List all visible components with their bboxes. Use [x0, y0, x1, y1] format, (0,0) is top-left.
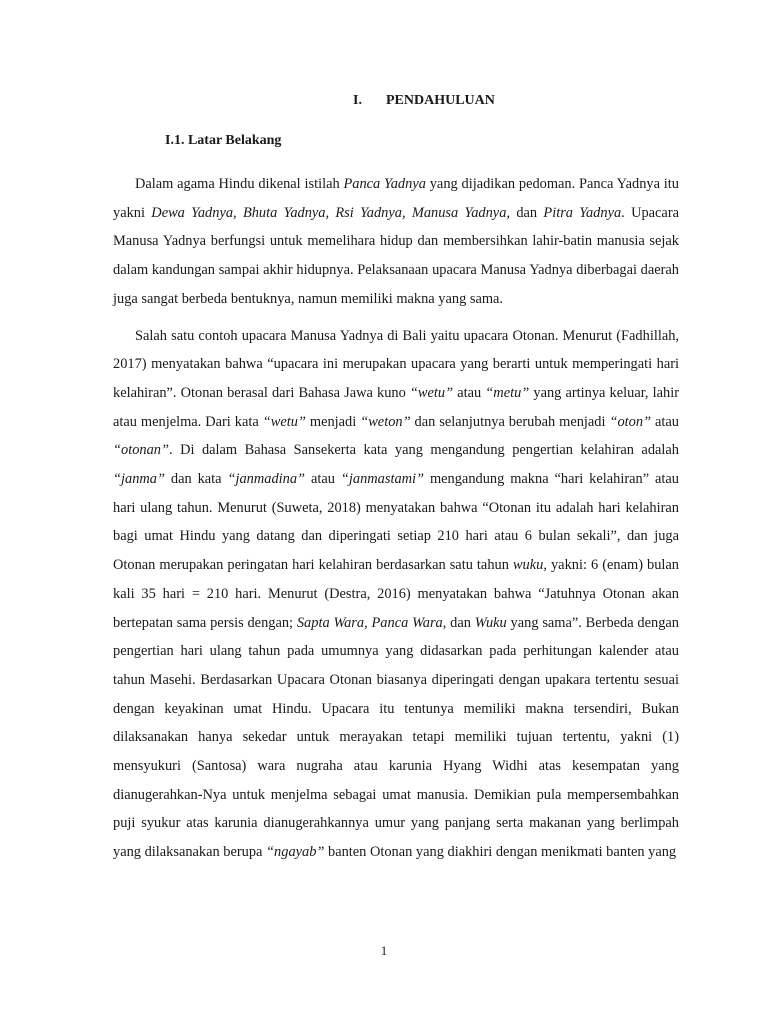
chapter-title: PENDAHULUAN	[386, 93, 495, 108]
text-run: banten Otonan yang diakhiri dengan menikmati banten yang	[324, 844, 677, 861]
text-run: yang sama”. Berbeda dengan pengertian hari ulang tahun pada umumnya yang didasarkan pada perhitungan kalender atau tahun Masehi. Berdasarkan Upacara Otonan biasanya diperingati dengan upakara tertentu sesuai dengan keyakinan umat Hindu. Upacara itu tentunya memiliki makna tersendiri, Bukan dilaksanakan hanya sekedar untuk merayakan tetapi memiliki tujuan tertentu, yakni (1) mensyukuri (Santosa) wara nugraha atau karunia Hyang Widhi atas kesempatan yang dianugerahkan-Nya untuk menjelma sebagai umat manusia. Demikian pula mempersembahkan puji syukur atas karunia dianugerahkannya umur yang panjang serta makanan yang berlimpah yang dilaksanakan berupa	[113, 614, 679, 861]
italic-term: “weton”	[360, 413, 411, 430]
text-run: , yakni: 6 (enam) bulan kali 35 hari = 210 hari. Menurut (Destra, 2016) menyatakan bahwa “Jatuhnya Otonan akan bertepatan sama persis dengan;	[113, 557, 679, 631]
italic-term: “janmastami”	[340, 471, 425, 488]
italic-term: “oton”	[609, 413, 652, 430]
text-run: yang artinya keluar, lahir atau menjelma. Dari kata	[113, 384, 680, 430]
italic-term: Sapta Wara, Panca Wara,	[296, 614, 447, 631]
italic-term: “janma”	[113, 471, 165, 488]
italic-term: “wetu”	[409, 384, 454, 401]
body-text	[113, 170, 679, 875]
italic-term: “otonan”	[113, 442, 169, 459]
italic-term: “metu”	[485, 384, 530, 401]
text-run: dan	[510, 204, 544, 221]
italic-term: Panca Yadnya	[343, 176, 426, 192]
italic-term: wuku	[512, 557, 544, 574]
text-run: menjadi	[305, 413, 361, 430]
text-run: dan selanjutnya berubah menjadi	[410, 413, 610, 430]
text-run: atau	[305, 471, 341, 488]
text-run: atau	[651, 413, 679, 430]
italic-term: “ngayab”	[266, 844, 325, 861]
chapter-number: I.	[353, 93, 362, 108]
italic-term: Wuku	[474, 614, 507, 631]
text-run: . Upacara Manusa Yadnya berfungsi untuk memelihara hidup dan membersihkan lahir-batin manusia sejak dalam kandungan sampai akhir hidupnya. Pelaksanaan upacara Manusa Yadnya diberbagai daerah juga sangat berbeda bentuknya, namun memiliki makna yang sama.	[113, 204, 679, 307]
text-run: dan	[446, 614, 475, 631]
page-number: 1	[380, 943, 388, 958]
italic-term: “wetu”	[262, 413, 306, 430]
italic-term: Pitra Yadnya	[543, 204, 622, 221]
body-paragraph	[113, 322, 679, 867]
text-run: Salah satu contoh upacara Manusa Yadnya di Bali yaitu upacara Otonan. Menurut (Fadhillah, 2017) menyatakan bahwa “upacara ini merupakan upacara yang berarti untuk memperingati hari kelahiran”. Otonan berasal dari Bahasa Jawa kuno	[113, 327, 679, 401]
text-run: yang dijadikan pedoman. Panca Yadnya itu yakni	[113, 176, 679, 221]
section-heading: I.1. Latar Belakang	[165, 133, 282, 148]
text-run: Dalam agama Hindu dikenal istilah	[135, 176, 344, 192]
text-run: mengandung makna “hari kelahiran” atau hari ulang tahun. Menurut (Suweta, 2018) menyatakan bahwa “Otonan itu adalah hari kelahiran bagi umat Hindu yang datang dan diperingati setiap 210 hari atau 6 bulan sekali”, dan juga Otonan merupakan peringatan hari kelahiran berdasarkan satu tahun	[113, 471, 679, 574]
italic-term: Dewa Yadnya, Bhuta Yadnya, Rsi Yadnya, Manusa Yadnya,	[151, 204, 510, 221]
text-run: . Di dalam Bahasa Sansekerta kata yang mengandung pengertian kelahiran adalah	[168, 442, 679, 459]
text-run: atau	[453, 384, 486, 401]
text-run: dan kata	[164, 471, 228, 488]
body-paragraph	[113, 170, 679, 314]
italic-term: “janmadina”	[227, 471, 306, 488]
